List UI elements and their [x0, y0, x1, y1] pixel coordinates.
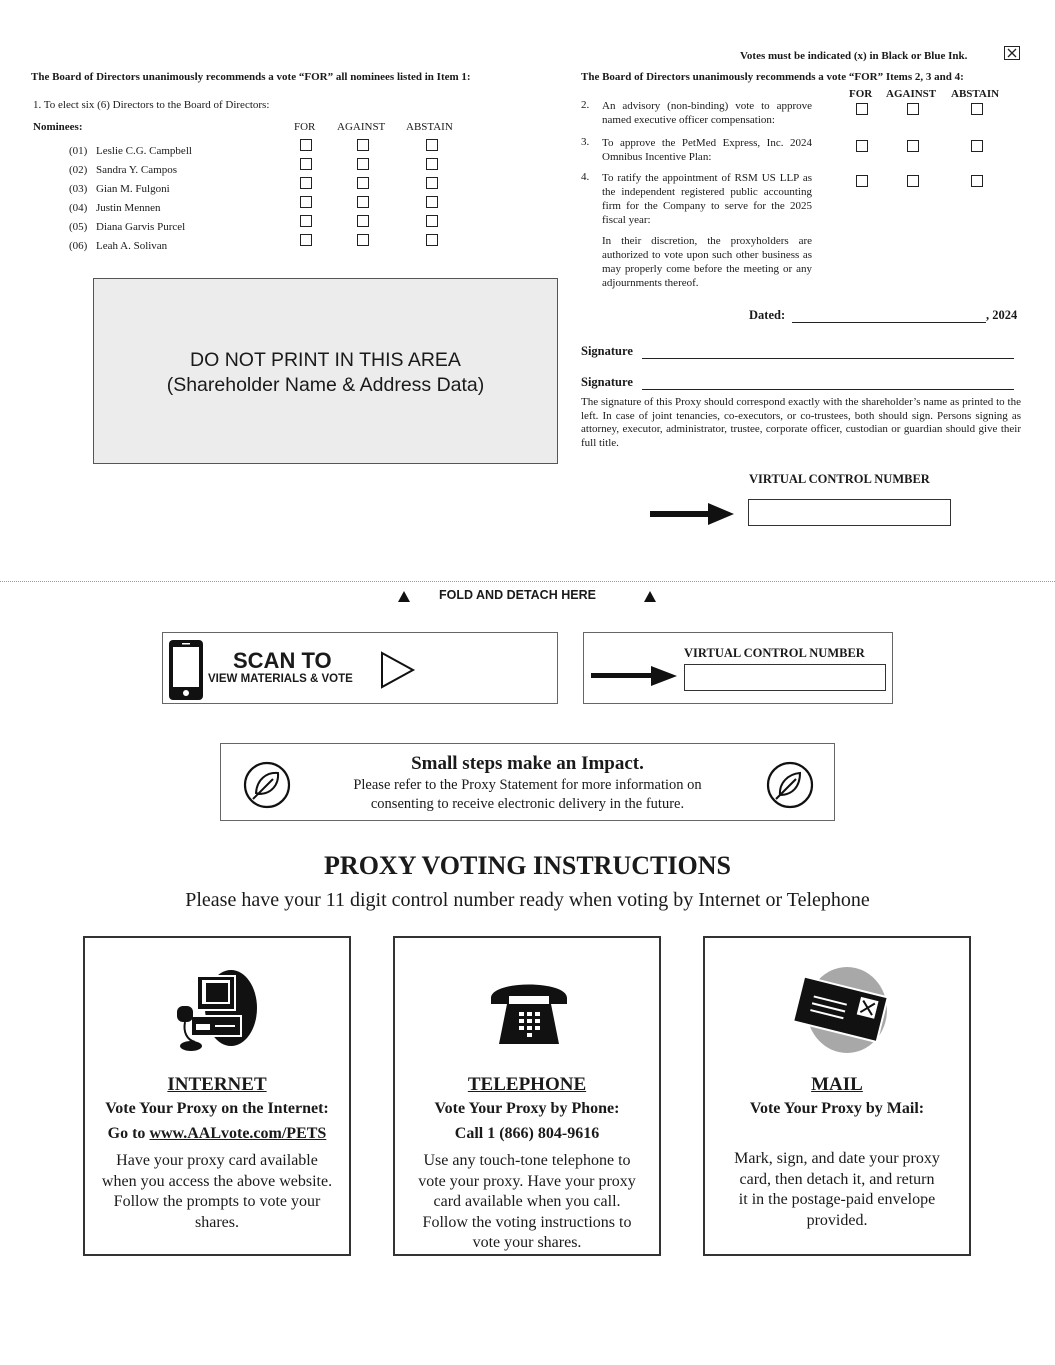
- nominee-1-against-checkbox[interactable]: [357, 139, 369, 151]
- dated-label: Dated:: [749, 308, 786, 322]
- column-header-for: FOR: [849, 88, 873, 100]
- date-input-line[interactable]: [792, 322, 986, 323]
- nominee-name: Sandra Y. Campos: [96, 164, 177, 176]
- nominees-label: Nominees:: [33, 121, 83, 133]
- perforation-line: [0, 581, 1055, 582]
- body-line: Follow the voting instructions to: [422, 1213, 632, 1231]
- virtual-control-number-label: VIRTUAL CONTROL NUMBER: [749, 472, 930, 486]
- telephone-instruction: Vote Your Proxy by Phone:: [434, 1100, 620, 1117]
- virtual-control-number-field[interactable]: [748, 499, 951, 526]
- board-recommendation-item1: The Board of Directors unanimously recommends a vote “FOR” all nominees listed in Item 1:: [31, 71, 471, 83]
- nominee-name: Leah A. Solivan: [96, 240, 168, 252]
- item-3-abstain-checkbox[interactable]: [971, 140, 983, 152]
- telephone-body: [403, 1151, 651, 1254]
- column-header-abstain: ABSTAIN: [951, 88, 1000, 100]
- body-line: Use any touch-tone telephone to: [423, 1152, 631, 1169]
- discretion-text: In their discretion, the proxyholders are authorized to vote upon such other business as may properly come before the meeting or any adjournments thereof.: [602, 235, 812, 289]
- play-arrow-icon: [380, 651, 416, 689]
- address-data-label: (Shareholder Name & Address Data): [166, 374, 485, 396]
- triangle-up-icon: [644, 591, 656, 602]
- smartphone-icon: [167, 639, 205, 701]
- virtual-control-number-box: [583, 632, 893, 704]
- voting-website-link[interactable]: www.AALvote.com/PETS: [149, 1125, 327, 1142]
- body-line: it in the postage-paid envelope: [738, 1191, 936, 1208]
- body-line: Mark, sign, and date your proxy: [734, 1150, 940, 1167]
- item-4-text: To ratify the appointment of RSM US LLP as the independent registered public accounting firm for the Company to serve for the 2025 fiscal year:: [602, 172, 812, 226]
- nominee-5-against-checkbox[interactable]: [357, 215, 369, 227]
- nominee-number: (06): [69, 240, 88, 252]
- body-line: card, then detach it, and return: [739, 1170, 935, 1188]
- nominee-2-abstain-checkbox[interactable]: [426, 158, 438, 170]
- body-line: Follow the prompts to vote your: [113, 1193, 321, 1210]
- nominee-number: (02): [69, 164, 88, 176]
- nominee-4-abstain-checkbox[interactable]: [426, 196, 438, 208]
- nominee-6-for-checkbox[interactable]: [300, 234, 312, 246]
- nominee-5-for-checkbox[interactable]: [300, 215, 312, 227]
- nominee-name: Diana Garvis Purcel: [96, 221, 186, 233]
- mail-body: [713, 1149, 961, 1231]
- item-2-for-checkbox[interactable]: [856, 103, 868, 115]
- nominee-number: (03): [69, 183, 88, 195]
- scan-to-title: SCAN TO: [233, 648, 332, 673]
- control-number-reminder: Please have your 11 digit control number ready when voting by Internet or Telephone: [185, 889, 870, 911]
- signature-label-2: Signature: [581, 375, 633, 389]
- column-header-for: FOR: [294, 121, 316, 133]
- x-mark-example-icon: [1004, 46, 1020, 60]
- item-4-for-checkbox[interactable]: [856, 175, 868, 187]
- item-2-against-checkbox[interactable]: [907, 103, 919, 115]
- item-number: 2.: [581, 99, 590, 111]
- body-line: shares.: [195, 1213, 239, 1231]
- scan-to-subtitle: VIEW MATERIALS & VOTE: [208, 673, 353, 685]
- computer-icon: [175, 968, 261, 1054]
- nominee-5-abstain-checkbox[interactable]: [426, 215, 438, 227]
- item-2-abstain-checkbox[interactable]: [971, 103, 983, 115]
- item1-description: 1. To elect six (6) Directors to the Board of Directors:: [33, 99, 270, 111]
- item-number: 4.: [581, 171, 590, 183]
- item-number: 3.: [581, 136, 590, 148]
- internet-voting-box: [83, 936, 351, 1256]
- telephone-number[interactable]: Call 1 (866) 804-9616: [454, 1125, 600, 1142]
- nominee-3-against-checkbox[interactable]: [357, 177, 369, 189]
- arrow-right-icon: [591, 665, 677, 687]
- body-line: vote your proxy. Have your proxy: [418, 1172, 636, 1190]
- leaf-icon: [766, 761, 814, 809]
- body-line: provided.: [806, 1211, 868, 1229]
- item-4-abstain-checkbox[interactable]: [971, 175, 983, 187]
- telephone-heading: TELEPHONE: [467, 1074, 587, 1095]
- virtual-control-number-field[interactable]: [684, 664, 886, 691]
- dated-year: , 2024: [986, 308, 1018, 322]
- impact-box: [220, 743, 835, 821]
- nominee-number: (05): [69, 221, 88, 233]
- address-block-area: [93, 278, 558, 464]
- item-3-text: To approve the PetMed Express, Inc. 2024 Omnibus Incentive Plan:: [602, 137, 812, 163]
- do-not-print-label: DO NOT PRINT IN THIS AREA: [190, 349, 461, 371]
- internet-instruction: Vote Your Proxy on the Internet:: [105, 1100, 329, 1117]
- impact-line-1: Please refer to the Proxy Statement for more information on: [353, 777, 702, 793]
- item-4-against-checkbox[interactable]: [907, 175, 919, 187]
- impact-title: Small steps make an Impact.: [411, 753, 644, 774]
- nominee-4-against-checkbox[interactable]: [357, 196, 369, 208]
- impact-line-2: consenting to receive electronic delivery in the future.: [370, 796, 685, 812]
- board-recommendation-items-2-4: The Board of Directors unanimously recommends a vote “FOR” Items 2, 3 and 4:: [581, 71, 964, 83]
- signature-label-1: Signature: [581, 344, 633, 358]
- nominee-6-abstain-checkbox[interactable]: [426, 234, 438, 246]
- nominee-number: (04): [69, 202, 88, 214]
- nominee-2-for-checkbox[interactable]: [300, 158, 312, 170]
- proxy-voting-instructions-title: PROXY VOTING INSTRUCTIONS: [324, 851, 731, 880]
- signature-line-2[interactable]: [642, 389, 1014, 390]
- internet-body: [93, 1151, 341, 1233]
- body-line: when you access the above website.: [101, 1172, 333, 1190]
- mail-heading: MAIL: [811, 1074, 863, 1095]
- signature-instructions: The signature of this Proxy should correspond exactly with the shareholder’s name as printed to the left. In case of joint tenancies, co-executors, or co-trustees, both should sign. Persons signing as attorney, executor, administrator, trustee, corporate officer, custodian or guardian should give their full title.: [581, 396, 1021, 449]
- telephone-icon: [487, 976, 571, 1048]
- arrow-right-icon: [650, 502, 734, 526]
- body-line: vote your shares.: [472, 1234, 582, 1251]
- item-2-text: An advisory (non-binding) vote to approve named executive officer compensation:: [602, 100, 812, 126]
- nominee-4-for-checkbox[interactable]: [300, 196, 312, 208]
- triangle-up-icon: [398, 591, 410, 602]
- nominee-number: (01): [69, 145, 88, 157]
- nominee-name: Leslie C.G. Campbell: [96, 145, 192, 157]
- internet-heading: INTERNET: [167, 1074, 267, 1095]
- nominee-name: Justin Mennen: [96, 202, 161, 214]
- column-header-against: AGAINST: [886, 88, 937, 100]
- ink-instruction: Votes must be indicated (x) in Black or Blue Ink.: [740, 50, 968, 62]
- signature-line-1[interactable]: [642, 358, 1014, 359]
- fold-detach-text: FOLD AND DETACH HERE: [439, 588, 596, 602]
- column-header-against: AGAINST: [337, 121, 386, 133]
- nominee-6-against-checkbox[interactable]: [357, 234, 369, 246]
- mail-envelope-icon: [789, 966, 889, 1056]
- body-line: Have your proxy card available: [116, 1152, 318, 1169]
- mail-instruction: Vote Your Proxy by Mail:: [749, 1100, 925, 1117]
- column-header-abstain: ABSTAIN: [406, 121, 453, 133]
- nominee-1-abstain-checkbox[interactable]: [426, 139, 438, 151]
- item-3-for-checkbox[interactable]: [856, 140, 868, 152]
- nominee-2-against-checkbox[interactable]: [357, 158, 369, 170]
- nominee-3-for-checkbox[interactable]: [300, 177, 312, 189]
- nominee-3-abstain-checkbox[interactable]: [426, 177, 438, 189]
- go-to-label: Go to: [107, 1125, 150, 1142]
- body-line: card available when you call.: [433, 1193, 621, 1210]
- mail-voting-box: [703, 936, 971, 1256]
- item-3-against-checkbox[interactable]: [907, 140, 919, 152]
- telephone-voting-box: [393, 936, 661, 1256]
- scan-to-vote-box[interactable]: [162, 632, 558, 704]
- internet-url-line: [85, 1125, 349, 1143]
- nominee-1-for-checkbox[interactable]: [300, 139, 312, 151]
- virtual-control-number-label: VIRTUAL CONTROL NUMBER: [684, 646, 865, 660]
- nominee-name: Gian M. Fulgoni: [96, 183, 170, 195]
